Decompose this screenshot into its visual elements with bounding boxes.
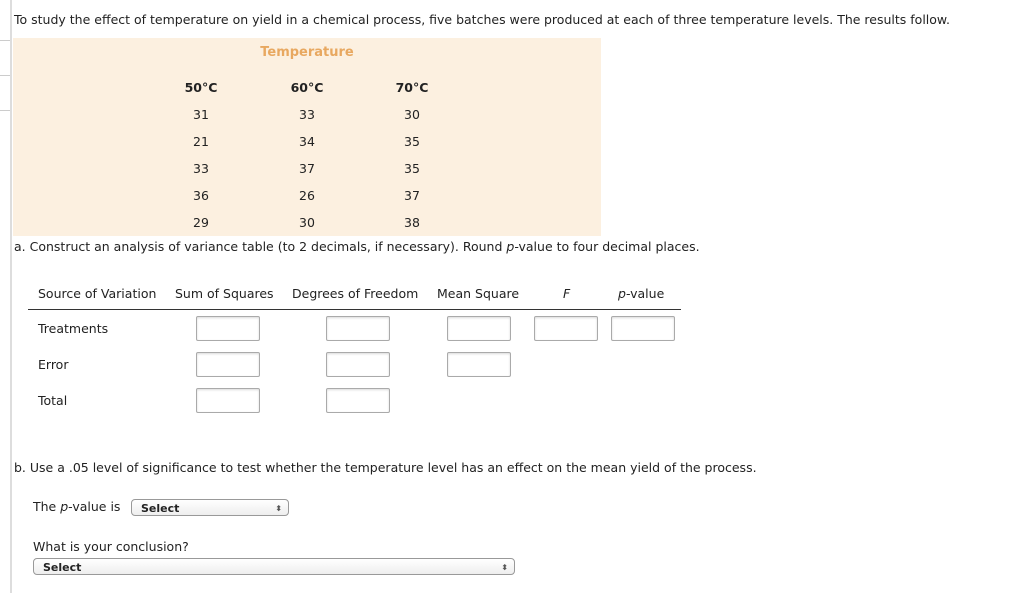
conclusion-label: What is your conclusion? bbox=[33, 539, 189, 554]
treatments-df-input[interactable] bbox=[326, 316, 390, 341]
divider bbox=[0, 110, 10, 111]
table-cell: 29 bbox=[193, 215, 209, 230]
table-cell: 37 bbox=[299, 161, 315, 176]
pvalue-select-value: Select bbox=[141, 502, 180, 515]
table-cell: 34 bbox=[299, 134, 315, 149]
header-ss: Sum of Squares bbox=[175, 286, 274, 301]
left-border bbox=[10, 0, 12, 593]
conclusion-select[interactable] bbox=[33, 558, 515, 575]
header-df: Degrees of Freedom bbox=[292, 286, 419, 301]
pvalue-select[interactable] bbox=[131, 499, 289, 516]
table-cell: 35 bbox=[404, 161, 420, 176]
total-df-input[interactable] bbox=[326, 388, 390, 413]
total-ss-input[interactable] bbox=[196, 388, 260, 413]
header-f: F bbox=[563, 286, 571, 301]
table-cell: 38 bbox=[404, 215, 420, 230]
error-ss-input[interactable] bbox=[196, 352, 260, 377]
treatments-pvalue-input[interactable] bbox=[611, 316, 675, 341]
header-source: Source of Variation bbox=[38, 286, 157, 301]
table-cell: 36 bbox=[193, 188, 209, 203]
column-header: 60°C bbox=[290, 80, 324, 95]
part-b-text: b. Use a .05 level of significance to test whether the temperature level has an effect on the mean yield of the process. bbox=[14, 460, 757, 475]
column-header: 70°C bbox=[395, 80, 429, 95]
divider bbox=[0, 40, 10, 41]
error-ms-input[interactable] bbox=[447, 352, 511, 377]
part-a-text: a. Construct an analysis of variance table (to 2 decimals, if necessary). Round p-value to four decimal places. bbox=[14, 239, 700, 254]
treatments-ms-input[interactable] bbox=[447, 316, 511, 341]
header-rule bbox=[28, 309, 681, 310]
row-error: Error bbox=[38, 357, 69, 372]
treatments-ss-input[interactable] bbox=[196, 316, 260, 341]
table-cell: 21 bbox=[193, 134, 209, 149]
table-cell: 33 bbox=[193, 161, 209, 176]
divider bbox=[0, 75, 10, 76]
header-pvalue: p-value bbox=[618, 286, 665, 301]
intro-text: To study the effect of temperature on yield in a chemical process, five batches were produced at each of three temperature levels. The results follow. bbox=[14, 12, 950, 27]
column-header: 50°C bbox=[184, 80, 218, 95]
row-treatments: Treatments bbox=[38, 321, 109, 336]
table-cell: 26 bbox=[299, 188, 315, 203]
pvalue-label: The p-value is bbox=[33, 499, 121, 514]
error-df-input[interactable] bbox=[326, 352, 390, 377]
conclusion-select-value: Select bbox=[43, 561, 82, 574]
table-cell: 30 bbox=[299, 215, 315, 230]
table-cell: 33 bbox=[299, 107, 315, 122]
table-cell: 30 bbox=[404, 107, 420, 122]
treatments-f-input[interactable] bbox=[534, 316, 598, 341]
header-ms: Mean Square bbox=[437, 286, 520, 301]
table-cell: 37 bbox=[404, 188, 420, 203]
table-cell: 31 bbox=[193, 107, 209, 122]
select-arrows-icon: ⬍ bbox=[501, 563, 508, 572]
row-total: Total bbox=[38, 393, 68, 408]
select-arrows-icon: ⬍ bbox=[275, 504, 282, 513]
table-cell: 35 bbox=[404, 134, 420, 149]
table-title: Temperature bbox=[260, 45, 354, 60]
